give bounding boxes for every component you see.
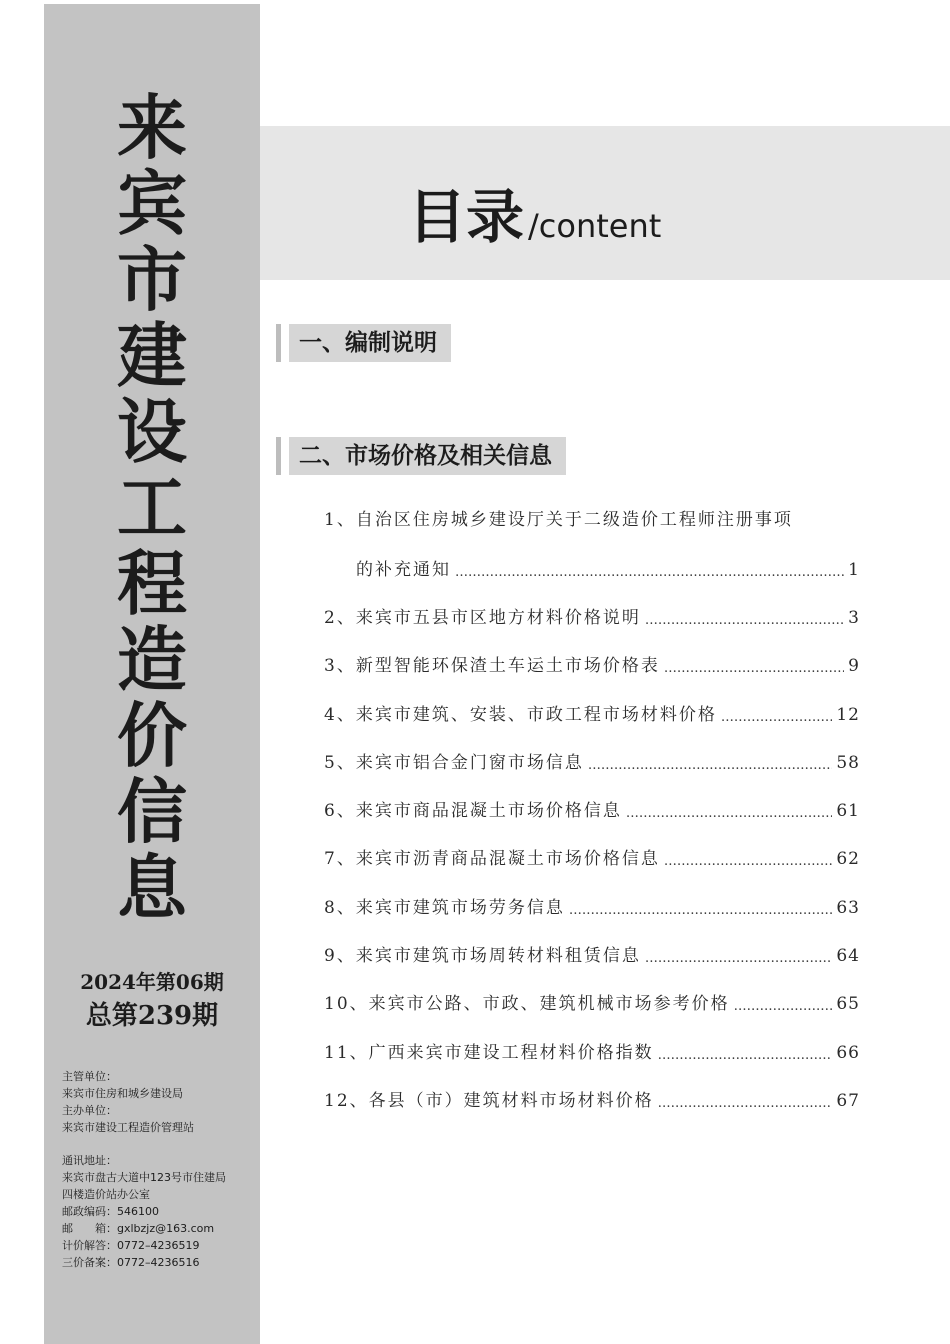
leader-dots — [626, 806, 833, 821]
toc-item[interactable] — [324, 888, 860, 918]
toc-item[interactable] — [324, 984, 860, 1014]
toc-item-text: 4、来宾市建筑、安装、市政工程市场材料价格 — [324, 705, 717, 725]
sponsor-value: 来宾市住房和城乡建设局 — [62, 1087, 183, 1100]
toc-item-text: 2、来宾市五县市区地方材料价格说明 — [324, 608, 641, 628]
page-title — [408, 170, 661, 254]
postcode: 邮政编码：546100 — [62, 1205, 159, 1218]
section-label: 二、市场价格及相关信息 — [289, 437, 566, 475]
address-line: 来宾市盘古大道中123号市住建局 — [62, 1171, 226, 1184]
toc-page-number: 1 — [848, 560, 860, 580]
email: 邮 箱：gxlbzjz@163.com — [62, 1222, 215, 1235]
toc-item[interactable] — [356, 550, 860, 580]
toc-page-number: 63 — [836, 898, 860, 918]
leader-dots — [734, 999, 833, 1014]
section-bar — [276, 324, 281, 362]
title-char: 价 — [117, 694, 187, 777]
title-char: 工 — [117, 466, 187, 549]
toc-item-text: 9、来宾市建筑市场周转材料租赁信息 — [324, 946, 641, 966]
publisher-info — [62, 1068, 258, 1271]
sponsor-label: 主管单位： — [62, 1070, 117, 1083]
title-char: 信 — [117, 770, 187, 853]
toc-item-text: 5、来宾市铝合金门窗市场信息 — [324, 753, 584, 773]
toc-page-number: 3 — [848, 608, 860, 628]
toc-item[interactable] — [324, 695, 860, 725]
toc-page-number: 12 — [836, 705, 860, 725]
leader-dots — [721, 710, 833, 725]
cover-sidebar — [44, 4, 260, 1344]
toc-item-text: 8、来宾市建筑市场劳务信息 — [324, 898, 565, 918]
host-label: 主办单位： — [62, 1104, 117, 1117]
toc-item[interactable] — [324, 743, 860, 773]
host-value: 来宾市建设工程造价管理站 — [62, 1121, 194, 1134]
toc-page-number: 61 — [836, 801, 860, 821]
title-en: /content — [528, 207, 662, 245]
leader-dots — [658, 1048, 833, 1063]
toc-item-line[interactable]: 1、自治区住房城乡建设厅关于二级造价工程师注册事项 — [324, 510, 793, 530]
title-char: 建 — [117, 314, 187, 397]
toc-item-text: 3、新型智能环保渣土车运土市场价格表 — [324, 656, 660, 676]
leader-dots — [645, 613, 844, 628]
issue-year-line: 2024年第06期 — [80, 970, 224, 994]
toc-page-number: 67 — [836, 1091, 860, 1111]
toc-item[interactable] — [324, 936, 860, 966]
title-cn: 目录 — [408, 183, 525, 251]
toc-page-number: 9 — [848, 656, 860, 676]
leader-dots — [664, 661, 844, 676]
publication-title — [44, 86, 260, 929]
toc-item-text: 6、来宾市商品混凝土市场价格信息 — [324, 801, 622, 821]
address-line: 四楼造价站办公室 — [62, 1188, 150, 1201]
issue-number — [44, 966, 260, 1034]
toc-item[interactable] — [324, 646, 860, 676]
section-bar — [276, 437, 281, 475]
leader-dots — [588, 758, 833, 773]
leader-dots — [569, 903, 833, 918]
leader-dots — [455, 565, 844, 580]
toc-page-number: 64 — [836, 946, 860, 966]
filing-phone: 三价备案：0772–4236516 — [62, 1256, 200, 1269]
toc-page-number: 58 — [836, 753, 860, 773]
toc-item[interactable] — [324, 1033, 860, 1063]
contents-banner — [260, 126, 950, 280]
toc-item-text: 12、各县（市）建筑材料市场材料价格 — [324, 1091, 654, 1111]
title-char: 设 — [117, 390, 187, 473]
toc-page-number: 62 — [836, 849, 860, 869]
toc-item[interactable] — [324, 791, 860, 821]
title-char: 息 — [117, 846, 187, 929]
leader-dots — [645, 951, 833, 966]
section-label: 一、编制说明 — [289, 324, 451, 362]
issue-total-line: 总第239期 — [85, 1001, 219, 1031]
toc-item-text: 11、广西来宾市建设工程材料价格指数 — [324, 1043, 654, 1063]
toc-page-number: 66 — [836, 1043, 860, 1063]
title-char: 程 — [117, 542, 187, 625]
toc-page-number: 65 — [836, 994, 860, 1014]
title-char: 造 — [117, 618, 187, 701]
section-heading — [276, 437, 566, 475]
toc-item[interactable] — [324, 1081, 860, 1111]
toc-item-text: 7、来宾市沥青商品混凝土市场价格信息 — [324, 849, 660, 869]
toc-item[interactable] — [324, 598, 860, 628]
pricing-phone: 计价解答：0772–4236519 — [62, 1239, 200, 1252]
title-char: 宾 — [117, 162, 187, 245]
toc-item-text: 的补充通知 — [356, 560, 451, 580]
toc-item-text: 10、来宾市公路、市政、建筑机械市场参考价格 — [324, 994, 730, 1014]
toc-item[interactable] — [324, 839, 860, 869]
leader-dots — [658, 1096, 833, 1111]
title-char: 市 — [117, 238, 187, 321]
title-char: 来 — [117, 86, 187, 169]
address-label: 通讯地址： — [62, 1154, 117, 1167]
leader-dots — [664, 854, 833, 869]
section-heading — [276, 324, 451, 362]
